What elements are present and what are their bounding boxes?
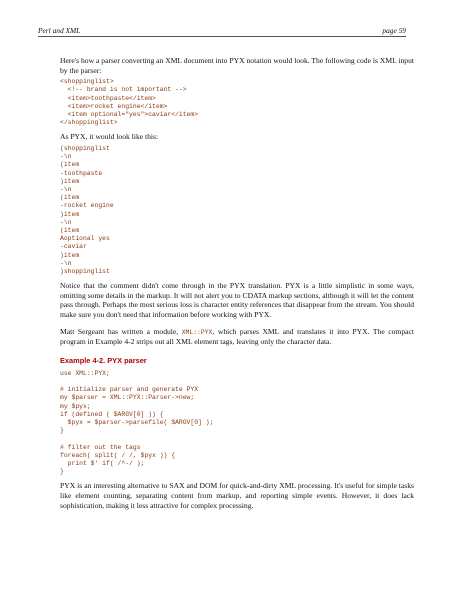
pyx-parser-code: use XML::PYX; # initialize parser and generate PYX my $parser = XML::PYX::Parser->new; my $pyx; if (defined ( $ARGV[0] )) { $pyx = $parser->parsefile( $ARGV[0] ); } # filter out the tags foreach( split( / /, $pyx )) { print $' if( /^-/ ); } [60, 369, 214, 476]
pyx-output-code: (shoppinglist -\n (item -toothpaste )item -\n (item -rocket engine )item -\n (item Aoptional yes -caviar )item -\n )shoppinglist [60, 145, 114, 276]
page-content [60, 56, 414, 510]
pyx-limitations-paragraph: Notice that the comment didn't come through in the PYX translation. PYX is a little simplistic in some ways, omitting some details in the markup. It will not alert you to CDATA markup sections, although it will let the content pass through. Perhaps the most serious loss is character entity references that disappear from the stream. You should make sure you don't need that information before working with PYX. [60, 281, 414, 320]
module-name-code: XML::PYX [181, 328, 213, 336]
pyx-summary-paragraph: PYX is an interesting alternative to SAX and DOM for quick-and-dirty XML processing. It's useful for simple tasks like element counting, separating content from markup, and reporting simple events. However, it does lack sophistication, making it less attractive for complex processing. [60, 481, 414, 510]
header-divider [38, 36, 406, 37]
pyx-intro-paragraph: As PYX, it would look like this: [60, 132, 159, 142]
module-paragraph [60, 327, 414, 347]
example-title: Example 4-2. PYX parser [60, 355, 147, 365]
header-page-number: page 59 [382, 26, 406, 35]
xml-input-code: <shoppinglist> <!-- brand is not important --> <item>toothpaste</item> <item>rocket engine</item> <item optional="yes">caviar</item> </shoppinglist> [60, 78, 199, 127]
header-book-title: Perl and XML [38, 26, 81, 35]
intro-paragraph: Here's how a parser converting an XML document into PYX notation would look. The following code is XML input by the parser: [60, 56, 414, 75]
module-text-before: Matt Sergeant has written a module, [60, 326, 182, 336]
module-text-after: , which parses XML and translates it into PYX. The compact program in Example 4-2 strips out all XML element tags, leaving only the character data. [60, 326, 414, 347]
